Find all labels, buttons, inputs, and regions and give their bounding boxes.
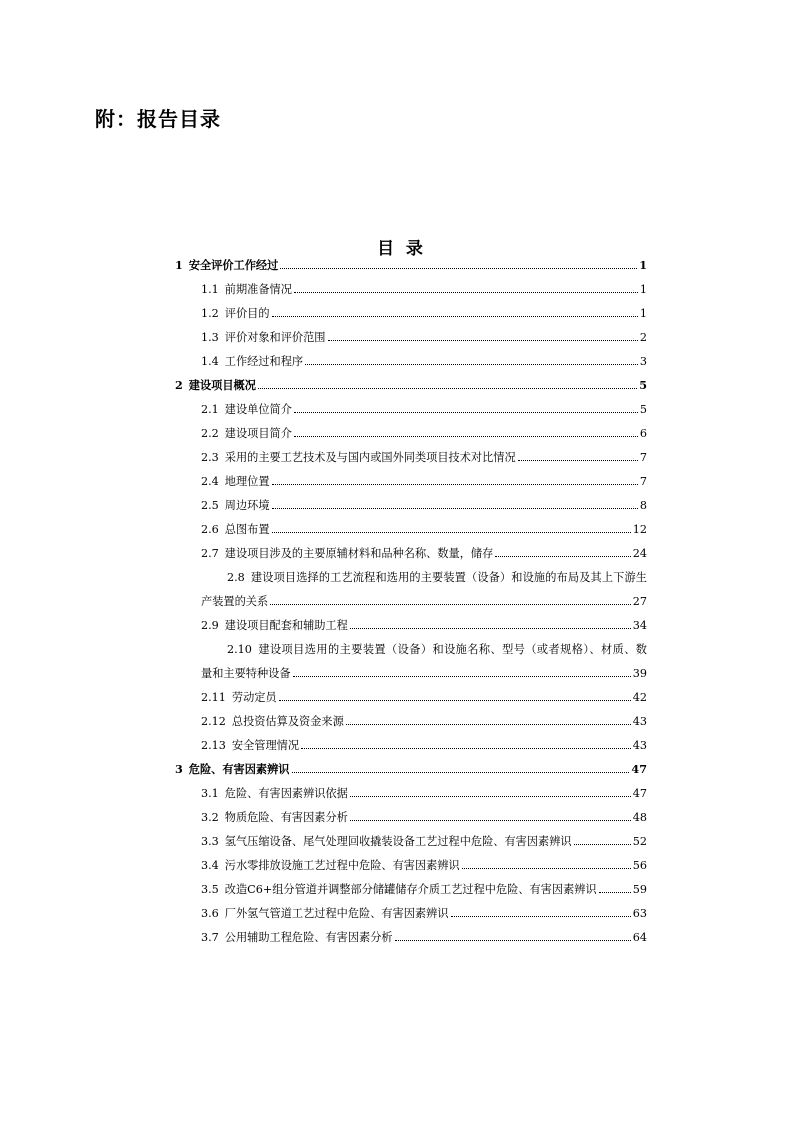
toc-entry[interactable] <box>175 403 647 416</box>
toc-entry-number: 2.6 <box>201 523 219 536</box>
toc-entry-number: 1.1 <box>201 283 219 296</box>
appendix-heading: 附：报告目录 <box>95 107 221 131</box>
toc-entry[interactable] <box>175 619 647 632</box>
toc-entry[interactable] <box>175 835 647 848</box>
toc-leader-dots <box>350 796 631 797</box>
toc-entry-page: 48 <box>632 811 647 824</box>
toc-entry-number: 2 <box>175 378 183 392</box>
toc-entry[interactable] <box>175 499 647 512</box>
toc-entry[interactable] <box>175 547 647 560</box>
toc-title: 目 录 <box>377 239 423 259</box>
toc-leader-dots <box>294 412 638 413</box>
toc-entry[interactable] <box>175 307 647 320</box>
toc-entry-page: 64 <box>632 931 647 944</box>
toc-entry-page: 42 <box>632 691 647 704</box>
toc-entry[interactable] <box>175 691 647 704</box>
toc-leader-dots <box>346 724 631 725</box>
toc-entry-page: 56 <box>632 859 647 872</box>
toc-entry[interactable] <box>175 355 647 368</box>
toc-entry-title: 采用的主要工艺技术及与国内或国外同类项目技术对比情况 <box>224 451 516 464</box>
toc-entry[interactable] <box>175 523 647 536</box>
toc-leader-dots <box>301 748 631 749</box>
toc-entry-number: 2.11 <box>201 691 226 704</box>
toc-entry-title: 建设项目简介 <box>224 427 292 440</box>
toc-entry-title: 建设项目配套和辅助工程 <box>224 619 348 632</box>
toc-entry[interactable] <box>175 379 647 392</box>
toc-entry-number: 1.4 <box>201 355 219 368</box>
toc-entry-number: 3.7 <box>201 931 219 944</box>
toc-entry-page: 27 <box>632 595 647 608</box>
toc-entry[interactable] <box>175 931 647 944</box>
toc-entry-page: 39 <box>632 667 647 680</box>
toc-entry-title: 评价目的 <box>224 307 270 320</box>
toc-entry-number: 3.2 <box>201 811 219 824</box>
toc-entry-page: 5 <box>639 378 647 392</box>
toc-entry-title: 公用辅助工程危险、有害因素分析 <box>224 931 393 944</box>
toc-entry-page: 7 <box>639 475 647 488</box>
toc-leader-dots <box>279 700 631 701</box>
toc-leader-dots <box>495 556 630 557</box>
toc-entry-number: 1 <box>175 258 183 272</box>
toc-entry-title: 建设项目选用的主要装置（设备）和设施名称、型号（或者规格）、材质、数 <box>257 643 647 656</box>
toc-entry-number: 2.13 <box>201 739 226 752</box>
toc-entry-page: 1 <box>639 307 647 320</box>
toc-entry-title: 评价对象和评价范围 <box>224 331 326 344</box>
toc-entry-page: 34 <box>632 619 647 632</box>
toc-entry-number: 2.10 <box>227 643 252 656</box>
toc-entry-title: 建设单位简介 <box>224 403 292 416</box>
toc-entry-number: 3 <box>175 762 183 776</box>
toc-leader-dots <box>272 316 638 317</box>
toc-entry-number: 2.12 <box>201 715 226 728</box>
toc-entry-page: 43 <box>632 715 647 728</box>
toc-entry-page: 7 <box>639 451 647 464</box>
toc-entry-page: 43 <box>632 739 647 752</box>
table-of-contents <box>175 259 647 955</box>
toc-entry-title: 安全管理情况 <box>231 739 300 752</box>
toc-entry-number: 2.1 <box>201 403 219 416</box>
toc-entry-title: 物质危险、有害因素分析 <box>224 811 348 824</box>
toc-leader-dots <box>292 772 630 773</box>
toc-entry[interactable] <box>175 283 647 296</box>
toc-entry-number: 3.4 <box>201 859 219 872</box>
toc-entry-number: 2.2 <box>201 427 219 440</box>
toc-entry[interactable] <box>175 331 647 344</box>
toc-entry-page: 2 <box>639 331 647 344</box>
toc-leader-dots <box>272 508 638 509</box>
toc-entry[interactable] <box>175 571 647 608</box>
toc-entry-number: 3.5 <box>201 883 219 896</box>
toc-entry-title: 总投资估算及资金来源 <box>231 715 344 728</box>
toc-entry[interactable] <box>175 763 647 776</box>
toc-entry[interactable] <box>175 259 647 272</box>
toc-entry-page: 63 <box>632 907 647 920</box>
toc-entry-title: 污水零排放设施工艺过程中危险、有害因素辨识 <box>224 859 460 872</box>
toc-entry-page: 59 <box>632 883 647 896</box>
toc-entry-title: 建设项目选择的工艺流程和选用的主要装置（设备）和设施的布局及其上下游生 <box>250 571 647 584</box>
toc-leader-dots <box>462 868 631 869</box>
toc-leader-dots <box>574 844 631 845</box>
toc-leader-dots <box>280 268 637 269</box>
toc-entry-title-continued: 量和主要特种设备 <box>201 667 291 680</box>
toc-entry-page: 12 <box>632 523 647 536</box>
toc-entry-title: 工作经过和程序 <box>224 355 304 368</box>
toc-entry-page: 1 <box>639 258 647 272</box>
toc-entry-title-continued: 产装置的关系 <box>201 595 269 608</box>
toc-leader-dots <box>294 436 638 437</box>
toc-leader-dots <box>270 604 631 605</box>
toc-leader-dots <box>451 916 631 917</box>
toc-entry-title: 安全评价工作经过 <box>188 258 279 272</box>
toc-leader-dots <box>328 340 638 341</box>
toc-entry-title: 地理位置 <box>224 475 270 488</box>
toc-entry-title: 总图布置 <box>224 523 270 536</box>
toc-entry-number: 2.3 <box>201 451 219 464</box>
toc-entry[interactable] <box>175 475 647 488</box>
toc-entry[interactable] <box>175 787 647 800</box>
toc-leader-dots <box>350 628 631 629</box>
toc-entry[interactable] <box>175 907 647 920</box>
toc-entry-number: 1.2 <box>201 307 219 320</box>
toc-entry-number: 1.3 <box>201 331 219 344</box>
toc-leader-dots <box>350 820 631 821</box>
toc-entry-page: 52 <box>632 835 647 848</box>
toc-entry-page: 8 <box>639 499 647 512</box>
toc-entry-number: 2.9 <box>201 619 219 632</box>
toc-entry-number: 2.8 <box>227 571 245 584</box>
toc-entry[interactable] <box>175 739 647 752</box>
toc-entry-page: 47 <box>632 787 647 800</box>
toc-entry-page: 24 <box>632 547 647 560</box>
toc-entry[interactable] <box>175 715 647 728</box>
toc-entry-page: 5 <box>639 403 647 416</box>
toc-entry-page: 1 <box>639 283 647 296</box>
toc-entry-page: 6 <box>639 427 647 440</box>
toc-entry-number: 3.1 <box>201 787 219 800</box>
toc-leader-dots <box>272 484 638 485</box>
toc-entry[interactable] <box>175 643 647 680</box>
toc-leader-dots <box>395 940 631 941</box>
toc-entry-number: 2.7 <box>201 547 219 560</box>
toc-entry-title: 建设项目涉及的主要原辅材料和品种名称、数量，储存 <box>224 547 494 560</box>
toc-entry-page: 47 <box>631 762 647 776</box>
toc-entry-title: 建设项目概况 <box>188 378 256 392</box>
toc-entry-number: 2.4 <box>201 475 219 488</box>
toc-entry-title: 劳动定员 <box>231 691 277 704</box>
toc-entry[interactable] <box>175 451 647 464</box>
toc-entry-page: 3 <box>639 355 647 368</box>
toc-entry-title: 前期准备情况 <box>224 283 292 296</box>
toc-entry-title: 改造C6+组分管道并调整部分储罐储存介质工艺过程中危险、有害因素辨识 <box>224 883 597 896</box>
toc-leader-dots <box>294 292 638 293</box>
toc-entry-number: 3.6 <box>201 907 219 920</box>
toc-entry-number: 2.5 <box>201 499 219 512</box>
toc-leader-dots <box>518 460 638 461</box>
toc-entry[interactable] <box>175 811 647 824</box>
toc-entry[interactable] <box>175 859 647 872</box>
toc-entry[interactable] <box>175 883 647 896</box>
toc-leader-dots <box>305 364 638 365</box>
toc-entry-title: 危险、有害因素辨识依据 <box>224 787 348 800</box>
toc-entry[interactable] <box>175 427 647 440</box>
toc-entry-title: 氢气压缩设备、尾气处理回收撬装设备工艺过程中危险、有害因素辨识 <box>224 835 572 848</box>
toc-entry-title: 周边环境 <box>224 499 270 512</box>
toc-leader-dots <box>599 892 631 893</box>
toc-entry-title: 危险、有害因素辨识 <box>188 762 290 776</box>
toc-leader-dots <box>293 676 631 677</box>
toc-leader-dots <box>258 388 637 389</box>
toc-entry-number: 3.3 <box>201 835 219 848</box>
toc-entry-title: 厂外氢气管道工艺过程中危险、有害因素辨识 <box>224 907 449 920</box>
toc-leader-dots <box>272 532 631 533</box>
